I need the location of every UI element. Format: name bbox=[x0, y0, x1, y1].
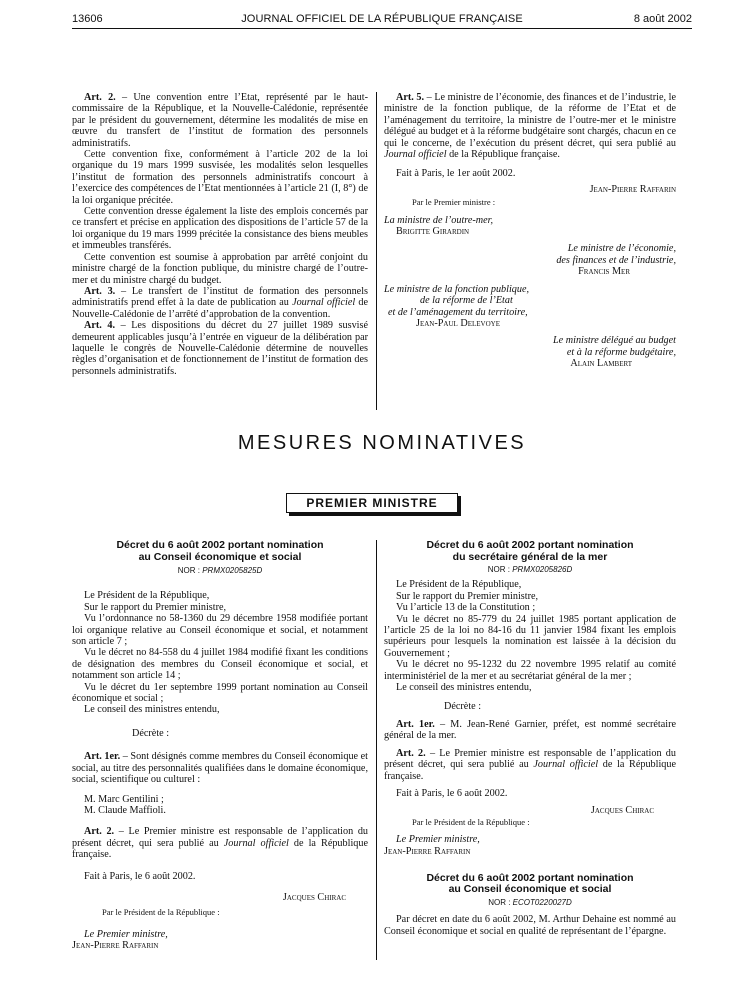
fait-a-paris: Fait à Paris, le 6 août 2002. bbox=[396, 787, 508, 799]
minister-name: Alain Lambert bbox=[570, 358, 632, 370]
article-1: Art. 1er. – M. Jean-René Garnier, préfet, est nommé secrétaire général de la mer. bbox=[384, 718, 676, 742]
decrete: Décrète : bbox=[132, 727, 170, 739]
decree-title: Décret du 6 août 2002 portant nomination bbox=[426, 871, 634, 884]
minister-title: Le ministre de l’économie, bbox=[567, 243, 676, 255]
article-3: Art. 3. – Le transfert de l’institut de formation des personnels administratifs prend effet à la date de publication au Journal officiel de Nouvelle-Calédonie de l’arrêté d’approbation de la convention. bbox=[72, 285, 368, 320]
bottom-left-column bbox=[72, 540, 368, 952]
decree-title: Décret du 6 août 2002 portant nomination bbox=[426, 539, 634, 551]
article-4: Art. 4. – Les dispositions du décret du 27 juillet 1989 susvisé demeurent applicables jusqu’à l’entrée en vigueur de la délibération par laquelle le congrès de Nouvelle-Calédonie détermine de nouvelles règles d’organisation et de fonctionnement de l’institut de formation des personnels administratifs. bbox=[72, 320, 368, 377]
paragraph: Par décret en date du 6 août 2002, M. Arthur Dehaine est nommé au Conseil économique et social en qualité de représentant de l’épargne. bbox=[384, 914, 676, 937]
minister-title: de la réforme de l’Etat bbox=[420, 295, 513, 307]
paragraph: Le conseil des ministres entendu, bbox=[396, 682, 532, 694]
minister-title: Le ministre de la fonction publique, bbox=[384, 283, 530, 295]
countersign-intro: Par le Président de la République : bbox=[412, 816, 530, 827]
top-left-column bbox=[72, 92, 368, 377]
pm-name: Jean-Pierre Raffarin bbox=[72, 940, 159, 952]
issue-date: 8 août 2002 bbox=[633, 13, 692, 25]
fait-a-paris: Fait à Paris, le 6 août 2002. bbox=[84, 870, 196, 882]
ministry-box: PREMIER MINISTRE bbox=[286, 493, 458, 513]
signatory: Jean-Pierre Raffarin bbox=[589, 183, 676, 195]
decree-title: au Conseil économique et social bbox=[448, 883, 612, 896]
minister-name: Jean-Paul Delevoye bbox=[416, 317, 500, 329]
pm-title: Le Premier ministre, bbox=[84, 928, 168, 940]
paragraph: Vu le décret no 85-779 du 24 juillet 1985 portant application de l’article 25 de la loi no 84-16 du 11 janvier 1984 fixant les emplois supérieurs pour lesquels la nomination est laissée à la décision du Gouvernement ; bbox=[384, 613, 676, 659]
pm-name: Jean-Pierre Raffarin bbox=[384, 845, 471, 857]
member: M. Claude Maffioli. bbox=[84, 804, 166, 816]
minister-title: et de l’aménagement du territoire, bbox=[388, 306, 528, 318]
minister-title: La ministre de l’outre-mer, bbox=[384, 214, 494, 226]
nor-reference: NOR : PRMX0205826D bbox=[487, 565, 573, 574]
minister-name: Francis Mer bbox=[578, 266, 630, 278]
decree-title: du secrétaire général de la mer bbox=[452, 550, 608, 563]
signatory: Jacques Chirac bbox=[282, 891, 346, 903]
bottom-right-column bbox=[384, 540, 676, 937]
paragraph: Vu l’ordonnance no 58-1360 du 29 décembre 1958 modifiée portant loi organique relative au Conseil économique et social, et notamment son article 7 ; bbox=[72, 613, 368, 648]
page-header bbox=[72, 10, 692, 29]
journal-title: JOURNAL OFFICIEL DE LA RÉPUBLIQUE FRANÇAISE bbox=[241, 13, 523, 25]
countersign-intro: Par le Premier ministre : bbox=[412, 197, 496, 208]
minister-name: Brigitte Girardin bbox=[396, 226, 470, 238]
signatory: Jacques Chirac bbox=[590, 805, 654, 817]
top-right-column bbox=[384, 92, 676, 370]
paragraph: Vu l’article 13 de la Constitution ; bbox=[396, 602, 536, 614]
paragraph: Sur le rapport du Premier ministre, bbox=[396, 590, 539, 602]
decrete: Décrète : bbox=[444, 701, 482, 713]
minister-title: et à la réforme budgétaire, bbox=[566, 346, 676, 358]
paragraph: Cette convention est soumise à approbation par arrêté conjoint du ministre chargé de la fonction publique, du ministre chargé de l’outre-mer et du ministre chargé du budget. bbox=[72, 251, 368, 286]
page-number: 13606 bbox=[72, 13, 103, 25]
paragraph: Le conseil des ministres entendu, bbox=[84, 704, 220, 716]
article-2: Art. 2. – Le Premier ministre est responsable de l’application du présent décret, qui sera publié au Journal officiel de la République française. bbox=[384, 747, 676, 782]
paragraph: Le Président de la République, bbox=[84, 590, 210, 602]
article-2: Art. 2. – Une convention entre l’Etat, représenté par le haut-commissaire de la République, et la Nouvelle-Calédonie, représentée par le président du gouvernement, détermine les modalités de mise en œuvre du transfert de l’institut de formation des personnels administratifs. bbox=[72, 92, 368, 149]
paragraph: Le Président de la République, bbox=[396, 579, 522, 591]
paragraph: Sur le rapport du Premier ministre, bbox=[84, 601, 227, 613]
minister-title: Le ministre délégué au budget bbox=[553, 335, 676, 347]
decree-title: Décret du 6 août 2002 portant nomination bbox=[116, 539, 324, 551]
article-5: Art. 5. – Le ministre de l’économie, des finances et de l’industrie, le ministre de la fonction publique, de la réforme de l’Etat et de l’aménagement du territoire, la ministre de l’outre-mer et le ministre délégué au budget et à la réforme budgétaire sont chargés, chacun en ce qui le concerne, de l’exécution du présent décret, qui sera publié au Journal officiel de la République française. bbox=[384, 92, 676, 161]
paragraph: Cette convention fixe, conformément à l’article 202 de la loi organique du 19 mars 1999 susvisée, les modalités selon lesquelles l’institut de formation des personnels administratifs concourt à l’exercice des compétences de l’Etat mentionnées à l’article 21 (I, 8°) de la loi organique précitée. bbox=[72, 149, 368, 206]
paragraph: Cette convention dresse également la liste des emplois concernés par ce transfert et précise en application des dispositions de l’article 57 de la loi organique du 19 mars 1999 précitée la consistance des biens meubles et immeubles transférés. bbox=[72, 206, 368, 252]
nor-reference: NOR : ECOT0220027D bbox=[488, 897, 572, 907]
minister-title: des finances et de l’industrie, bbox=[556, 254, 676, 266]
countersign-intro: Par le Président de la République : bbox=[102, 907, 220, 918]
paragraph: Vu le décret du 1er septembre 1999 portant nomination au Conseil économique et social ; bbox=[72, 681, 368, 705]
article-1: Art. 1er. – Sont désignés comme membres du Conseil économique et social, au titre des personnalités qualifiées dans le domaine économique, social, scientifique ou culturel : bbox=[72, 751, 368, 786]
column-divider bbox=[376, 92, 377, 410]
section-title: MESURES NOMINATIVES bbox=[237, 432, 527, 454]
paragraph: Vu le décret no 95-1232 du 22 novembre 1995 relatif au comité interministériel de la mer et au secrétariat général de la mer ; bbox=[384, 659, 676, 682]
nor-reference: NOR : PRMX0205825D bbox=[177, 566, 263, 575]
decree-title: au Conseil économique et social bbox=[138, 550, 302, 563]
paragraph: Vu le décret no 84-558 du 4 juillet 1984 modifié fixant les conditions de désignation des membres du Conseil économique et social, et notamment son article 14 ; bbox=[72, 647, 368, 682]
member: M. Marc Gentilini ; bbox=[84, 793, 164, 805]
column-divider bbox=[376, 540, 377, 960]
article-2: Art. 2. – Le Premier ministre est responsable de l’application du présent décret, qui sera publié au Journal officiel de la République française. bbox=[72, 826, 369, 861]
fait-a-paris: Fait à Paris, le 1er août 2002. bbox=[396, 168, 516, 180]
pm-title: Le Premier ministre, bbox=[396, 834, 480, 846]
